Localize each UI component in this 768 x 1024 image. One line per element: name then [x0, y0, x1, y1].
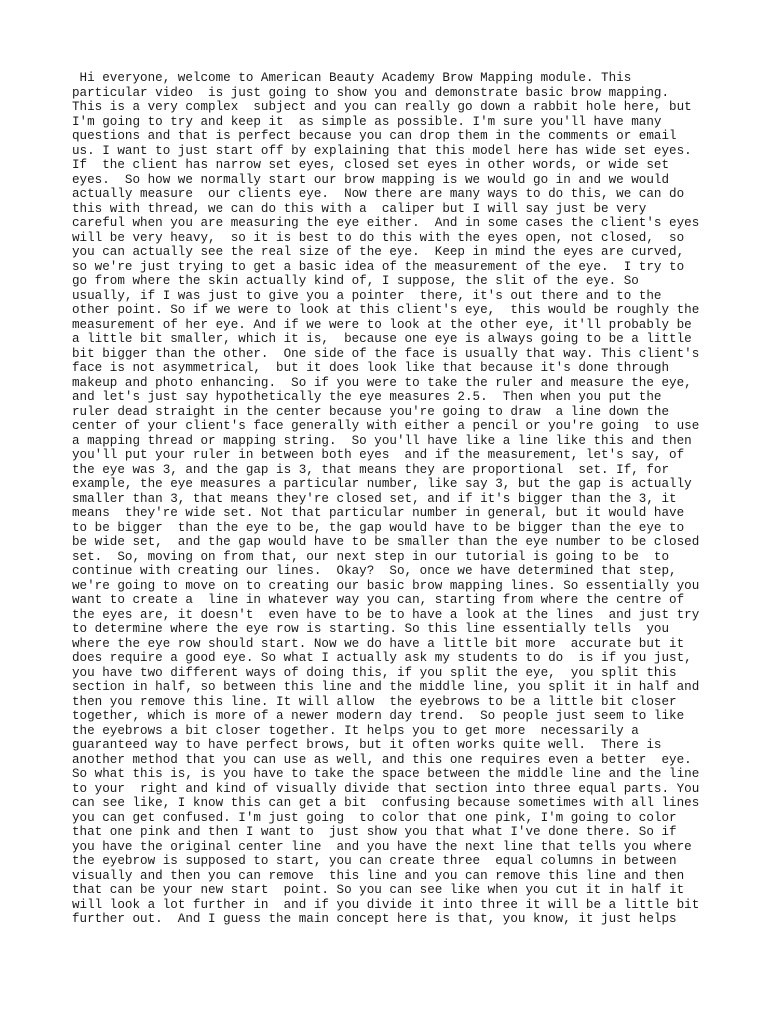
transcript-line: So what this is, is you have to take the space between the middle line and the line — [72, 767, 700, 781]
transcript-line: so we're just trying to get a basic idea of the measurement of the eye. I try to — [72, 259, 685, 274]
transcript-line: bit bigger than the other. One side of the face is usually that way. This client's — [72, 346, 700, 361]
transcript-line: you can actually see the real size of the eye. Keep in mind the eyes are curved, — [72, 245, 685, 259]
transcript-line: This is a very complex subject and you can really go down a rabbit hole here, but — [72, 100, 692, 114]
transcript-line: to be bigger than the eye to be, the gap would have to be bigger than the eye to — [72, 520, 685, 535]
transcript-line: together, which is more of a newer modern day trend. So people just seem to like — [72, 709, 685, 723]
transcript-line: smaller than 3, that means they're closed set, and if it's bigger than the 3, it — [72, 491, 677, 506]
transcript-line: will be very heavy, so it is best to do this with the eyes open, not closed, so — [72, 230, 685, 245]
transcript-line: further out. And I guess the main concept here is that, you know, it just helps — [72, 912, 677, 926]
transcript-line: this with thread, we can do this with a caliper but I will say just be very — [72, 201, 647, 216]
transcript-line: does require a good eye. So what I actually ask my students to do is if you just, — [72, 651, 692, 665]
transcript-line: visually and then you can remove this line and you can remove this line and then — [72, 868, 685, 883]
transcript-line: measurement of her eye. And if we were to look at the other eye, it'll probably be — [72, 317, 692, 332]
transcript-line: particular video is just going to show you and demonstrate basic brow mapping. — [72, 85, 670, 100]
transcript-line: careful when you are measuring the eye either. And in some cases the client's eyes — [72, 216, 700, 230]
transcript-line: the eyebrows a bit closer together. It helps you to get more necessarily a — [72, 723, 639, 738]
transcript-line: continue with creating our lines. Okay? So, once we have determined that step, — [72, 564, 677, 578]
transcript-line: set. So, moving on from that, our next step in our tutorial is going to be to — [72, 549, 670, 564]
transcript-line: the eye was 3, and the gap is 3, that means they are proportional set. If, for — [72, 462, 670, 477]
transcript-line: I'm going to try and keep it as simple as possible. I'm sure you'll have many — [72, 114, 662, 129]
transcript-line: center of your client's face generally with either a pencil or you're going to use — [72, 419, 700, 433]
transcript-line: you can get confused. I'm just going to color that one pink, I'm going to color — [72, 810, 677, 825]
transcript-line: go from where the skin actually kind of, I suppose, the slit of the eye. So — [72, 274, 639, 288]
transcript-line: you have two different ways of doing this, if you split the eye, you split this — [72, 665, 677, 680]
transcript-line: where the eye row should start. Now we do have a little bit more accurate but it — [72, 636, 685, 651]
transcript-line: questions and that is perfect because you can drop them in the comments or email — [72, 129, 677, 143]
transcript-line: the eyes are, it doesn't even have to be to have a look at the lines and just try — [72, 607, 700, 622]
transcript-text — [72, 71, 768, 927]
transcript-line: a mapping thread or mapping string. So you'll have like a line like this and then — [72, 433, 692, 448]
transcript-line: can see like, I know this can get a bit confusing because sometimes with all lines — [72, 796, 700, 810]
transcript-line: usually, if I was just to give you a pointer there, it's out there and to the — [72, 288, 662, 303]
transcript-line: section in half, so between this line and the middle line, you split it in half and — [72, 680, 700, 694]
transcript-line: we're going to move on to creating our basic brow mapping lines. So essentially you — [72, 578, 700, 593]
transcript-line: will look a lot further in and if you divide it into three it will be a little bit — [72, 897, 700, 912]
transcript-line: If the client has narrow set eyes, closed set eyes in other words, or wide set — [72, 158, 670, 172]
transcript-line: to determine where the eye row is starting. So this line essentially tells you — [72, 622, 670, 636]
transcript-line: guaranteed way to have perfect brows, but it often works quite well. There is — [72, 738, 662, 752]
transcript-line: another method that you can use as well, and this one requires even a better eye. — [72, 752, 692, 767]
transcript-line: to your right and kind of visually divide that section into three equal parts. You — [72, 781, 700, 796]
transcript-line: ruler dead straight in the center because you're going to draw a line down the — [72, 404, 670, 419]
transcript-line: example, the eye measures a particular number, like say 3, but the gap is actually — [72, 477, 692, 491]
transcript-line: means they're wide set. Not that particular number in general, but it would have — [72, 506, 685, 520]
transcript-line: Hi everyone, welcome to American Beauty Academy Brow Mapping module. This — [72, 71, 632, 85]
transcript-line: you'll put your ruler in between both eyes and if the measurement, let's say, of — [72, 448, 685, 462]
transcript-line: be wide set, and the gap would have to be smaller than the eye number to be closed — [72, 535, 700, 549]
transcript-line: us. I want to just start off by explaining that this model here has wide set eyes. — [72, 143, 692, 158]
transcript-line: that one pink and then I want to just show you that what I've done there. So if — [72, 825, 677, 839]
transcript-line: and let's just say hypothetically the eye measures 2.5. Then when you put the — [72, 390, 662, 404]
transcript-line: a little bit smaller, which it is, because one eye is always going to be a little — [72, 332, 692, 346]
transcript-line: want to create a line in whatever way you can, starting from where the centre of — [72, 593, 685, 607]
transcript-line: makeup and photo enhancing. So if you were to take the ruler and measure the eye, — [72, 375, 692, 390]
transcript-line: actually measure our clients eye. Now there are many ways to do this, we can do — [72, 187, 685, 201]
transcript-line: you have the original center line and you have the next line that tells you where — [72, 839, 692, 854]
transcript-line: eyes. So how we normally start our brow mapping is we would go in and we would — [72, 172, 670, 187]
transcript-line: the eyebrow is supposed to start, you can create three equal columns in between — [72, 854, 677, 868]
transcript-line: then you remove this line. It will allow the eyebrows to be a little bit closer — [72, 694, 677, 709]
transcript-line: other point. So if we were to look at this client's eye, this would be roughly the — [72, 303, 700, 317]
transcript-line: that can be your new start point. So you can see like when you cut it in half it — [72, 883, 685, 897]
transcript-line: face is not asymmetrical, but it does look like that because it's done through — [72, 361, 670, 375]
